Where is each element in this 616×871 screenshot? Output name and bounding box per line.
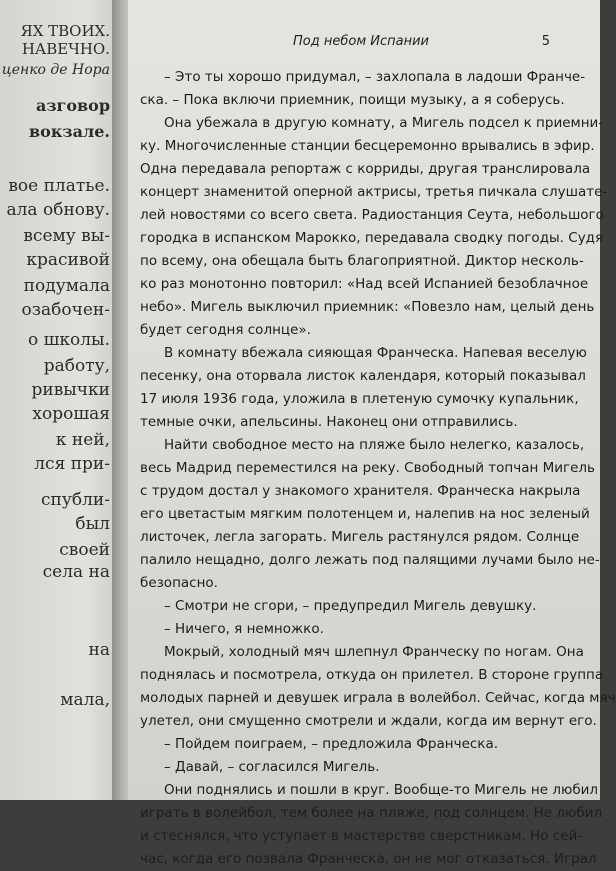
left-page-fragment: красивой [26, 250, 110, 270]
left-page-fragment: о школы. [27, 330, 110, 350]
text-line: будет сегодня солнце». [140, 322, 311, 338]
left-page-fragment: вое платье. [8, 176, 110, 196]
left-page-fragment: был [75, 514, 110, 534]
left-page-fragment: ЯХ ТВОИХ. [20, 22, 110, 40]
text-line: небо». Мигель выключил приемник: «Повезло нам, целый день [140, 299, 595, 315]
text-line: песенку, она оторвала листок календаря, который показывал [140, 368, 586, 384]
text-line: – Смотри не сгори, – предупредил Мигель девушку. [164, 598, 537, 614]
page-number: 5 [541, 34, 550, 49]
left-page-fragment: азговор [35, 96, 110, 115]
text-line: по всему, она обещала быть благоприятной. Диктор несколь- [140, 253, 584, 269]
left-page-fragment: хорошая [32, 404, 110, 424]
text-line: листочек, легла загорать. Мигель растянулся рядом. Солнце [140, 529, 580, 545]
left-page-fragment: вокзале. [29, 122, 110, 141]
left-page-fragment: к ней, [55, 430, 110, 450]
text-line: темные очки, апельсины. Наконец они отправились. [140, 414, 518, 430]
left-page-fragment: ценко де Нора [1, 62, 110, 78]
text-line: – Это ты хорошо придумал, – захлопала в ладоши Франче- [164, 69, 586, 85]
left-page-fragment: ала обнову. [6, 200, 110, 220]
left-page-fragment: своей [59, 540, 110, 560]
text-line: ку. Многочисленные станции бесцеремонно врывались в эфир. [140, 138, 595, 154]
text-line: В комнату вбежала сияющая Франческа. Напевая веселую [164, 345, 587, 361]
text-line: Они поднялись и пошли в круг. Вообще-то Мигель не любил [164, 782, 599, 798]
text-line: поднялась и посмотрела, откуда он прилетел. В стороне группа [140, 667, 604, 683]
text-line: – Пойдем поиграем, – предложила Франческа. [164, 736, 499, 752]
text-line: ко раз монотонно повторил: «Над всей Испанией безоблачное [140, 276, 589, 292]
text-line: и стеснялся, что уступает в мастерстве сверстникам. Но сей- [140, 828, 583, 844]
left-page-fragment: озабочен- [21, 300, 110, 320]
left-page-fragment: работу, [43, 356, 110, 376]
left-page-fragment: спубли- [41, 490, 110, 510]
text-line: Она убежала в другую комнату, а Мигель подсел к приемни- [164, 115, 604, 131]
text-line: Найти свободное место на пляже было нелегко, казалось, [164, 437, 585, 453]
text-line: весь Мадрид переместился на реку. Свободный топчан Мигель [140, 460, 595, 476]
body-text [140, 66, 616, 871]
text-line: концерт знаменитой оперной актрисы, третья пичкала слушате- [140, 184, 608, 200]
text-line: с трудом достал у знакомого хранителя. Франческа накрыла [140, 483, 581, 499]
left-page [0, 0, 120, 800]
text-line: палило нещадно, долго лежать под палящими лучами было не- [140, 552, 600, 568]
text-line: – Давай, – согласился Мигель. [164, 759, 380, 775]
text-line: безопасно. [140, 575, 218, 591]
text-line: – Ничего, я немножко. [164, 621, 324, 637]
text-line: Мокрый, холодный мяч шлепнул Франческу по ногам. Она [164, 644, 584, 660]
left-page-fragment: всему вы- [23, 226, 110, 246]
left-page-fragment: мала, [60, 690, 110, 710]
text-line: молодых парней и девушек играла в волейбол. Сейчас, когда мяч [140, 690, 616, 706]
left-page-fragment: лся при- [34, 454, 110, 474]
text-line: Одна передавала репортаж с корриды, другая транслировала [140, 161, 591, 177]
left-page-fragment: ривычки [31, 380, 110, 400]
left-page-fragment: подумала [23, 276, 110, 296]
text-line: ска. – Пока включи приемник, поищи музыку, а я соберусь. [140, 92, 565, 108]
left-page-fragment: села на [42, 562, 110, 582]
text-line: лей новостями со всего света. Радиостанция Сеута, небольшого [140, 207, 604, 223]
text-line: городка в испанском Марокко, передавала сводку погоды. Судя [140, 230, 604, 246]
right-page [128, 0, 616, 867]
running-title: Под небом Испании [293, 34, 429, 49]
running-head [128, 34, 572, 54]
text-line: 17 июля 1936 года, уложила в плетеную сумочку купальник, [140, 391, 579, 407]
left-page-fragment: НАВЕЧНО. [21, 40, 110, 58]
text-line: играть в волейбол, тем более на пляже, под солнцем. Не любил [140, 805, 603, 821]
text-line: час, когда его позвала Франческа, он не мог отказаться. Играл [140, 851, 597, 867]
left-page-fragment: на [88, 640, 110, 660]
text-line: улетел, они смущенно смотрели и ждали, когда им вернут его. [140, 713, 597, 729]
text-line: его цветастым мягким полотенцем и, налепив на нос зеленый [140, 506, 590, 522]
